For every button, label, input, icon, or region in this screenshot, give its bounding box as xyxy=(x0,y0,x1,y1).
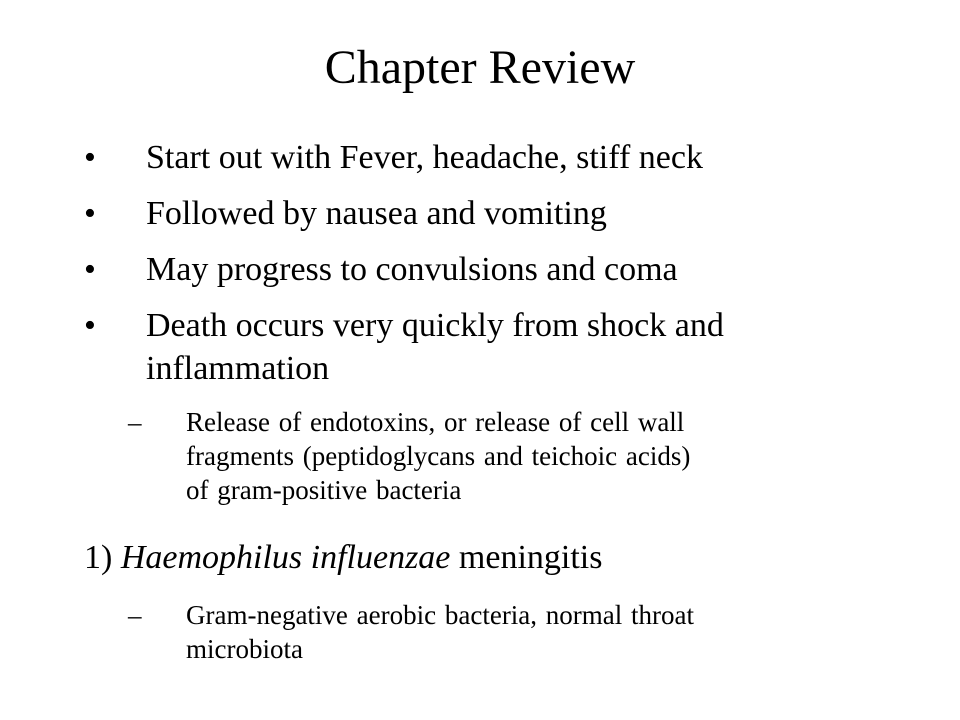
bullet-icon: • xyxy=(84,307,96,344)
sub-bullet-text: Release of endotoxins, or release of cell wall xyxy=(186,407,685,437)
sub-bullet-text: Gram-negative aerobic bacteria, normal throat xyxy=(186,600,695,630)
bullet-text: inflammation xyxy=(146,350,330,387)
section-heading xyxy=(84,539,602,577)
section-number: 1) xyxy=(84,539,113,576)
dash-icon: – xyxy=(128,600,142,630)
sub-bullet-text: fragments (peptidoglycans and teichoic acids) xyxy=(186,441,691,471)
bullet-text: Start out with Fever, headache, stiff neck xyxy=(146,139,703,176)
slide-title: Chapter Review xyxy=(324,41,636,94)
bullet-icon: • xyxy=(84,195,96,232)
bullet-icon: • xyxy=(84,251,96,288)
dash-icon: – xyxy=(128,407,142,437)
bullet-text: May progress to convulsions and coma xyxy=(146,251,678,288)
bullet-icon: • xyxy=(84,139,96,176)
bullet-text: Death occurs very quickly from shock and xyxy=(146,307,724,344)
sub-bullet-text: of gram-positive bacteria xyxy=(186,475,462,505)
section-rest: meningitis xyxy=(458,539,603,576)
bullet-text: Followed by nausea and vomiting xyxy=(146,195,607,232)
sub-bullet-text: microbiota xyxy=(186,634,303,664)
organism-name: Haemophilus influenzae xyxy=(120,539,451,576)
